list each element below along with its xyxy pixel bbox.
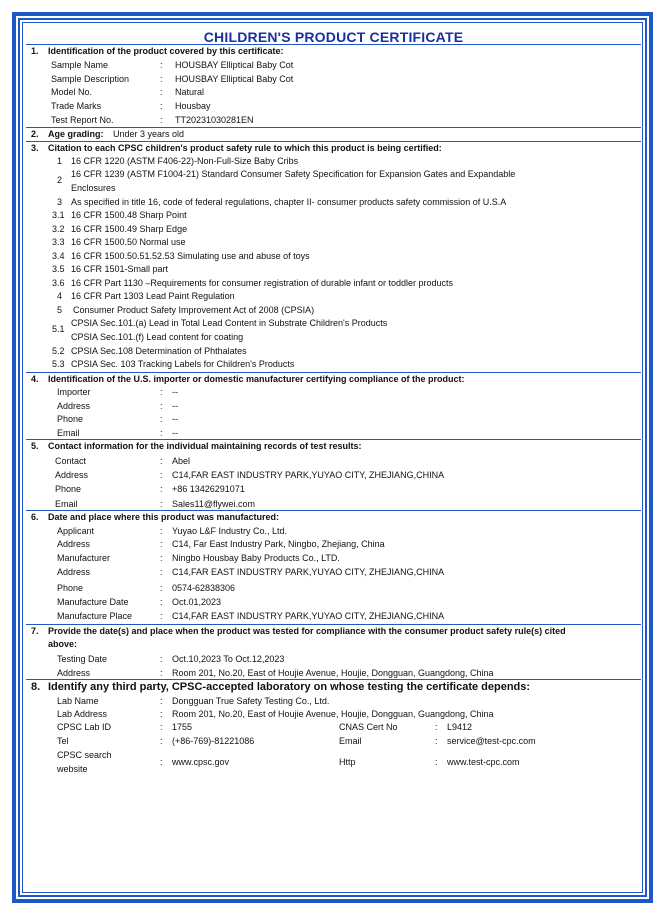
- field-label: Phone: [57, 414, 84, 425]
- field-value: Abel: [172, 456, 191, 466]
- section-4-number: 4.: [31, 374, 39, 384]
- field-colon: :: [160, 736, 163, 746]
- field-colon: :: [160, 428, 163, 439]
- field-label: Address: [55, 470, 89, 481]
- tel-value: (+86-769)-81221086: [172, 736, 255, 746]
- lab-address-value: Room 201, No.20, East of Houjie Avenue, Houjie, Dongguan, Guangdong, China: [172, 709, 494, 719]
- field-colon: :: [160, 526, 163, 536]
- field-value: Housbay: [175, 101, 211, 112]
- field-colon: :: [160, 114, 163, 125]
- field-label: Address: [57, 400, 91, 411]
- field-value: TT20231030281EN: [175, 114, 254, 125]
- section-3-heading: Citation to each CPSC children's product safety rule to which this product is being certified:: [48, 143, 442, 153]
- rule-number: 5.2: [52, 346, 65, 356]
- lab-name-value: Dongguan True Safety Testing Co., Ltd.: [172, 696, 330, 706]
- field-colon: :: [160, 101, 163, 112]
- field-colon: :: [160, 470, 163, 481]
- section-divider: [26, 127, 641, 128]
- section-7-heading-continued: above:: [48, 639, 78, 649]
- field-value: C14,FAR EAST INDUSTRY PARK,YUYAO CITY, ZHEJIANG,CHINA: [172, 470, 445, 481]
- section-divider: [26, 510, 641, 511]
- section-4-heading: Identification of the U.S. importer or domestic manufacturer certifying compliance of the product:: [48, 374, 465, 384]
- rule-number: 5.3: [52, 359, 65, 369]
- field-label: Test Report No.: [51, 114, 114, 125]
- rule-number: 3.5: [52, 264, 65, 274]
- field-label: Model No.: [51, 87, 93, 98]
- field-colon: :: [160, 597, 163, 607]
- age-grading-value: Under 3 years old: [113, 129, 185, 139]
- lab-name-label: Lab Name: [57, 696, 99, 706]
- field-label: Phone: [55, 484, 82, 495]
- field-colon: :: [160, 654, 163, 664]
- field-colon: :: [435, 736, 438, 746]
- rule-text: CPSIA Sec.108 Determination of Phthalates: [71, 346, 247, 356]
- rule-number: 3.6: [52, 278, 65, 288]
- rule-number: 4: [57, 291, 63, 301]
- section-5-heading: Contact information for the individual maintaining records of test results:: [48, 441, 362, 451]
- lab-email-value: service@test-cpc.com: [447, 736, 536, 746]
- field-label: Contact: [55, 456, 87, 466]
- section-divider: [26, 439, 641, 440]
- field-colon: :: [435, 757, 438, 767]
- field-label: Testing Date: [57, 654, 108, 664]
- section-6-number: 6.: [31, 512, 39, 522]
- rule-number: 3: [57, 197, 63, 207]
- field-value: C14,FAR EAST INDUSTRY PARK,YUYAO CITY, ZHEJIANG,CHINA: [172, 567, 445, 577]
- section-divider: [26, 141, 641, 142]
- lab-email-label: Email: [339, 736, 362, 746]
- rule-number: 3.2: [52, 224, 65, 234]
- field-colon: :: [160, 400, 163, 411]
- field-colon: :: [160, 456, 163, 466]
- field-colon: :: [160, 567, 163, 577]
- field-colon: :: [160, 484, 163, 495]
- rule-text: 16 CFR 1500.49 Sharp Edge: [71, 224, 188, 234]
- rule-number: 5.1: [52, 324, 65, 334]
- rule-text: CPSIA Sec. 103 Tracking Labels for Children's Products: [71, 359, 295, 369]
- field-value: 0574-62838306: [172, 583, 236, 593]
- section-7-number: 7.: [31, 626, 39, 636]
- field-label: Applicant: [57, 526, 95, 536]
- rule-text: 16 CFR 1239 (ASTM F1004-21) Standard Consumer Safety Specification for Expansion Gates and Expandable: [71, 169, 516, 179]
- field-colon: :: [160, 668, 163, 678]
- rule-text: CPSIA Sec.101.(a) Lead in Total Lead Content in Substrate Children's Products: [71, 318, 388, 328]
- cpsc-search-label-continued: website: [57, 764, 88, 774]
- http-value: www.test-cpc.com: [447, 757, 520, 767]
- field-label: Manufacture Date: [57, 597, 129, 607]
- field-label: Email: [57, 428, 80, 439]
- field-colon: :: [160, 414, 163, 425]
- rule-number: 5: [57, 305, 63, 315]
- section-1-number: 1.: [31, 46, 39, 56]
- field-colon: :: [160, 757, 163, 767]
- field-colon: :: [160, 539, 163, 549]
- section-6-heading: Date and place where this product was manufactured:: [48, 512, 280, 522]
- field-label: Sample Description: [51, 73, 130, 84]
- rule-number: 3.1: [52, 210, 65, 220]
- field-label: Importer: [57, 387, 91, 397]
- rule-text: 16 CFR 1500.48 Sharp Point: [71, 210, 187, 220]
- section-1-heading: Identification of the product covered by this certificate:: [48, 46, 284, 56]
- rule-text: Consumer Product Safety Improvement Act of 2008 (CPSIA): [73, 305, 315, 315]
- field-colon: :: [160, 387, 163, 397]
- rule-text: 16 CFR 1220 (ASTM F406-22)-Non-Full-Size Baby Cribs: [71, 156, 299, 166]
- rule-text-continued: Enclosures: [71, 183, 116, 193]
- field-value: Oct.01,2023: [172, 597, 222, 607]
- rule-text: 16 CFR Part 1130 –Requirements for consumer registration of durable infant or toddler products: [71, 278, 454, 288]
- rule-text: 16 CFR 1501-Small part: [71, 264, 169, 274]
- field-value: --: [172, 414, 178, 425]
- field-value: Room 201, No.20, East of Houjie Avenue, Houjie, Dongguan, Guangdong, China: [172, 668, 494, 678]
- field-label: Manufacturer: [57, 553, 111, 563]
- rule-number: 1: [57, 156, 63, 166]
- field-colon: :: [160, 611, 163, 621]
- rule-text: 16 CFR Part 1303 Lead Paint Regulation: [71, 291, 235, 301]
- field-value: HOUSBAY Elliptical Baby Cot: [175, 60, 294, 70]
- rule-text: 16 CFR 1500.50.51.52.53 Simulating use and abuse of toys: [71, 251, 310, 261]
- field-value: Ningbo Housbay Baby Products Co., LTD.: [172, 553, 340, 563]
- field-label: Address: [57, 567, 91, 577]
- cnas-cert-label: CNAS Cert No: [339, 722, 398, 732]
- section-2-heading: Age grading:: [48, 129, 104, 139]
- field-label: Email: [55, 498, 78, 509]
- field-label: Sample Name: [51, 60, 109, 70]
- rule-text: 16 CFR 1500.50 Normal use: [71, 237, 186, 247]
- section-8-number: 8.: [31, 681, 41, 693]
- field-colon: :: [160, 583, 163, 593]
- section-5-number: 5.: [31, 441, 39, 451]
- field-value: --: [172, 387, 178, 397]
- section-divider: [26, 679, 641, 680]
- field-label: Manufacture Place: [57, 611, 133, 621]
- cpsc-lab-id-value: 1755: [172, 722, 193, 732]
- section-divider: [26, 624, 641, 625]
- field-colon: :: [160, 498, 163, 509]
- field-label: Address: [57, 668, 91, 678]
- rule-number: 2: [57, 175, 63, 185]
- field-colon: :: [160, 73, 163, 84]
- cpsc-search-label: CPSC search: [57, 750, 112, 760]
- rule-text-continued: CPSIA Sec.101.(f) Lead content for coating: [71, 332, 244, 342]
- field-colon: :: [160, 709, 163, 719]
- cpsc-lab-id-label: CPSC Lab ID: [57, 722, 112, 732]
- field-colon: :: [160, 722, 163, 732]
- rule-number: 3.3: [52, 237, 65, 247]
- cnas-cert-value: L9412: [447, 722, 473, 732]
- field-colon: :: [160, 696, 163, 706]
- field-colon: :: [160, 87, 163, 98]
- section-divider: [26, 372, 641, 373]
- field-value: C14,FAR EAST INDUSTRY PARK,YUYAO CITY, ZHEJIANG,CHINA: [172, 611, 445, 621]
- tel-label: Tel: [57, 736, 69, 746]
- http-label: Http: [339, 757, 356, 767]
- certificate-title: CHILDREN'S PRODUCT CERTIFICATE: [203, 29, 464, 45]
- field-label: Phone: [57, 583, 84, 593]
- field-value: +86 13426291071: [172, 484, 245, 495]
- field-value: Natural: [175, 87, 205, 98]
- field-value: --: [172, 428, 178, 439]
- field-colon: :: [160, 553, 163, 563]
- rule-text: As specified in title 16, code of federal regulations, chapter II- consumer products safety commission of U.S.A: [71, 197, 507, 207]
- section-2-number: 2.: [31, 129, 39, 139]
- section-divider: [26, 44, 641, 45]
- section-8-heading: Identify any third party, CPSC-accepted laboratory on whose testing the certificate depends:: [48, 681, 531, 693]
- field-value: HOUSBAY Elliptical Baby Cot: [175, 73, 294, 84]
- field-value: Yuyao L&F Industry Co., Ltd.: [172, 526, 288, 536]
- section-3-number: 3.: [31, 143, 39, 153]
- section-7-heading: Provide the date(s) and place when the product was tested for compliance with the consumer product safety rule(s) cited: [48, 626, 566, 636]
- field-colon: :: [160, 60, 163, 70]
- field-value: Oct.10,2023 To Oct.12,2023: [172, 654, 285, 664]
- field-label: Trade Marks: [51, 101, 102, 112]
- field-colon: :: [435, 722, 438, 732]
- cpsc-search-value: www.cpsc.gov: [172, 757, 230, 767]
- field-value: Sales11@flywei.com: [172, 498, 255, 509]
- field-value: C14, Far East Industry Park, Ningbo, Zhejiang, China: [172, 539, 385, 549]
- field-value: --: [172, 400, 178, 411]
- field-label: Address: [57, 539, 91, 549]
- lab-address-label: Lab Address: [57, 709, 108, 719]
- rule-number: 3.4: [52, 251, 65, 261]
